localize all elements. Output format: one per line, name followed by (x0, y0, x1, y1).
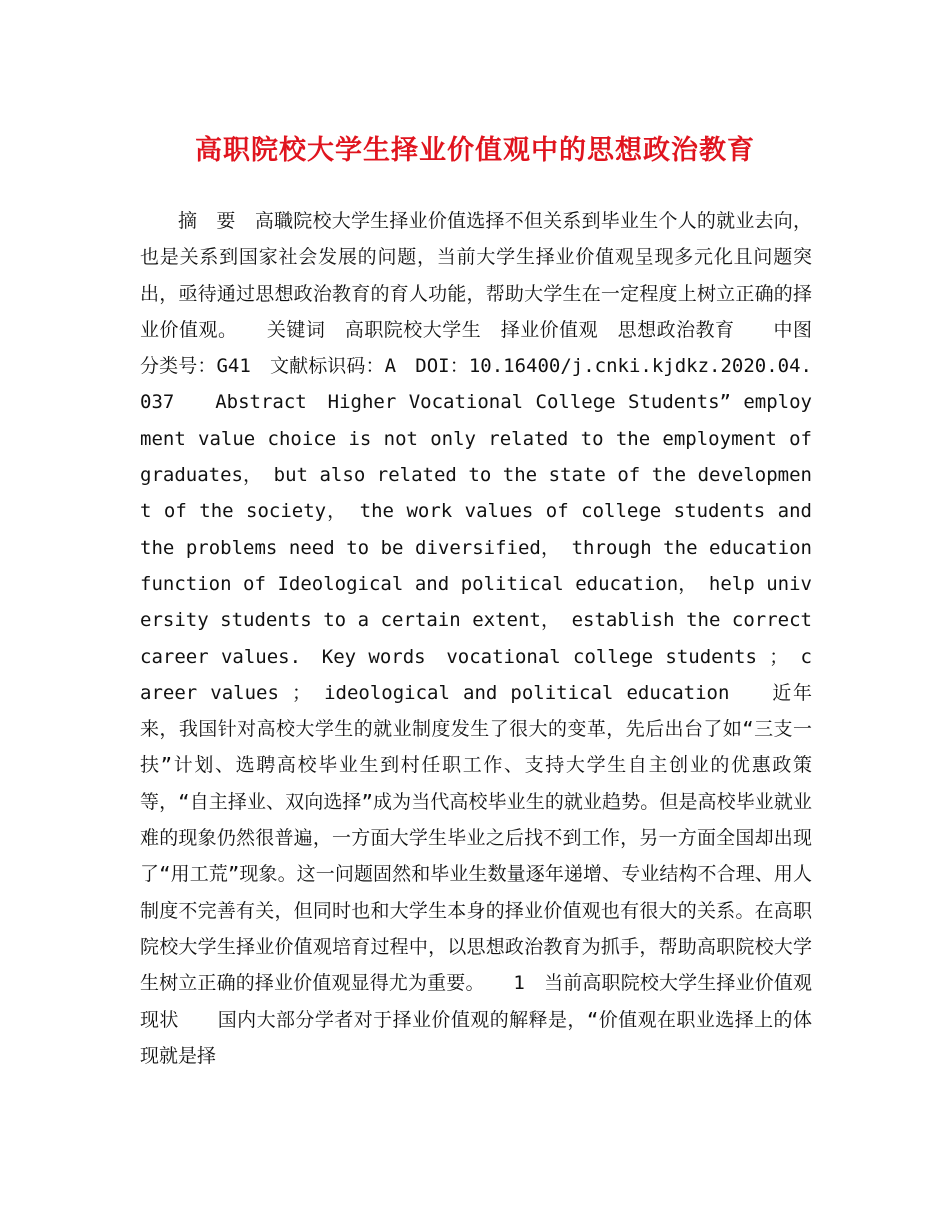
document-body: 摘 要 高職院校大学生择业价值选择不但关系到毕业生个人的就业去向，也是关系到国家社会发展的问题，当前大学生择业价值观呈现多元化且问题突出，亟待通过思想政治教育的育人功能，帮助大学生在一定程度上树立正确的择业价值观。 关键词 高职院校大学生 择业价值观 思想政治教育 中图分类号：G41 文献标识码：A DOI：10.16400/j.cnki.kjdkz.2020.04.037 Abstract Higher Vocational College Students” employment value choice is not only related to the employment of graduates， but also related to the state of the development of the society， the work values of college students and the problems need to be diversified， through the education function of Ideological and political education， help university students to a certain extent， establish the correct career values. Key words vocational college students ； career values ； ideological and political education 近年来，我国针对高校大学生的就业制度发生了很大的变革，先后出台了如“三支一扶”计划、选聘高校毕业生到村任职工作、支持大学生自主创业的优惠政策等，“自主择业、双向选择”成为当代高校毕业生的就业趋势。但是高校毕业就业难的现象仍然很普遍，一方面大学生毕业之后找不到工作，另一方面全国却出现了“用工荒”现象。这一问题固然和毕业生数量逐年递增、专业结构不合理、用人制度不完善有关，但同时也和大学生本身的择业价值观也有很大的关系。在高职院校大学生择业价值观培育过程中，以思想政治教育为抓手，帮助高职院校大学生树立正确的择业价值观显得尤为重要。 1 当前高职院校大学生择业价值观现状 国内大部分学者对于择业价值观的解释是，“价值观在职业选择上的体现就是择 (140, 210, 812, 1067)
document-title: 高职院校大学生择业价值观中的思想政治教育 (195, 135, 755, 166)
